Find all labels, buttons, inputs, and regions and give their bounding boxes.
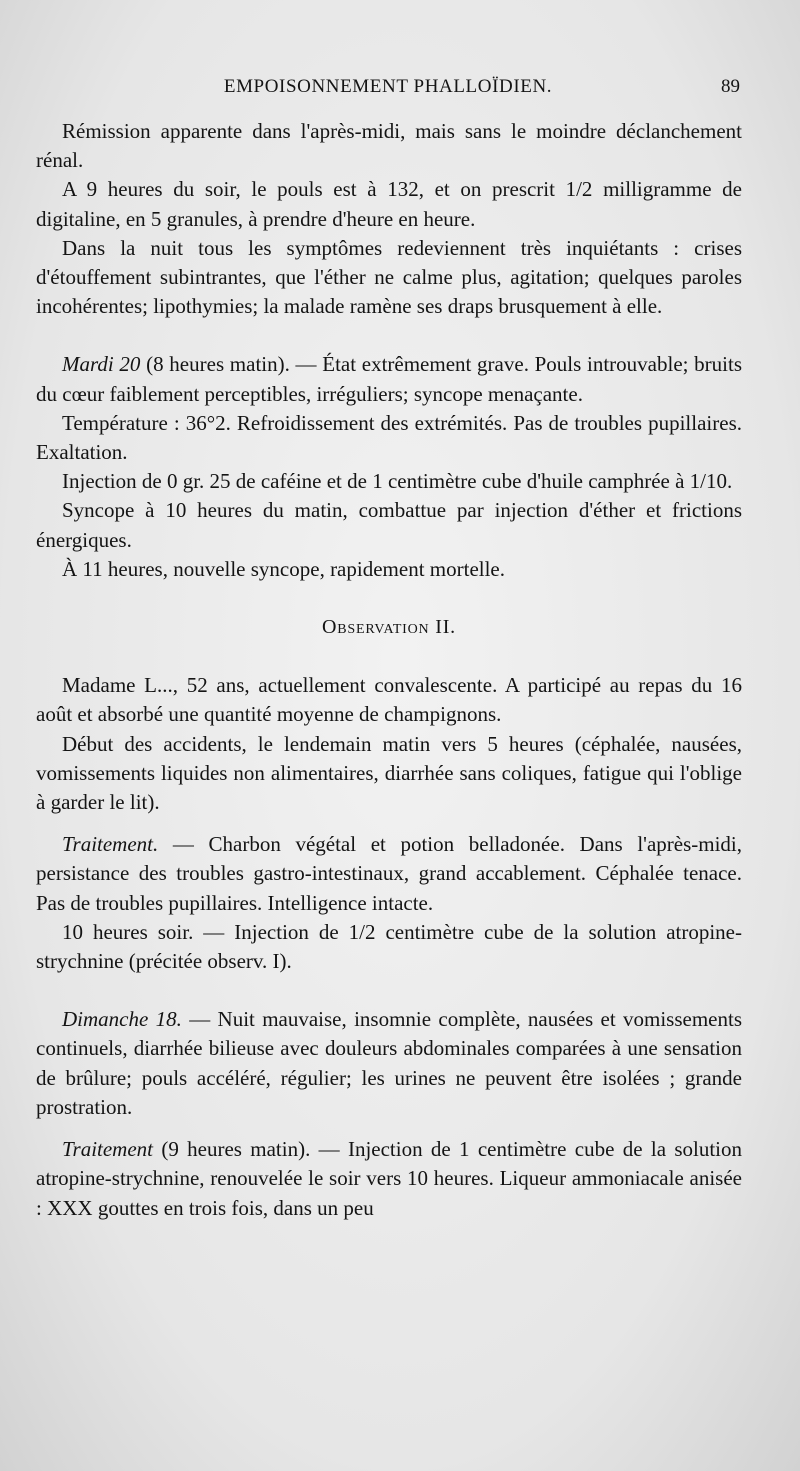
running-title: EMPOISONNEMENT PHALLOÏDIEN. [223, 76, 553, 97]
date-label: Dimanche 18. [62, 1007, 182, 1032]
paragraph: Syncope à 10 heures du matin, combattue par injection d'éther et frictions énergiques. [36, 498, 742, 552]
paragraph-text: (9 heures matin). — Injection de 1 centimètre cube de la solution atropine-strychnine, renouvelée le soir vers 10 heures. Liqueur ammoniacale anisée : XXX gouttes en trois fois, dans un peu [36, 1137, 742, 1220]
date-label: Mardi 20 [62, 352, 141, 377]
page-body [36, 117, 742, 1223]
paragraph: Température : 36°2. Refroidissement des extrémités. Pas de troubles pupillaires. Exaltation. [36, 410, 742, 465]
paragraph [36, 350, 742, 408]
paragraph-text: — Nuit mauvaise, insomnie complète, nausées et vomissements continuels, diarrhée bilieuse avec douleurs abdominales comparées à une sensation de brûlure; pouls accéléré, régulier; les urines ne peuvent être isolées ; grande prostration. [36, 1007, 743, 1119]
spacer [36, 321, 742, 350]
paragraph-text: (8 heures matin). — État extrêmement grave. Pouls introuvable; bruits du cœur faiblement perceptibles, irréguliers; syncope menaçante. [36, 352, 743, 406]
page-header [36, 76, 740, 104]
paragraph-text: — Charbon végétal et potion belladonée. Dans l'après-midi, persistance des troubles gastro-intestinaux, grand accablement. Céphalée tenace. Pas de troubles pupillaires. Intelligence intacte. [36, 832, 743, 915]
paragraph: 10 heures soir. — Injection de 1/2 centimètre cube de la solution atropine-strychnine (précitée observ. I). [36, 919, 742, 974]
paragraph: À 11 heures, nouvelle syncope, rapidement mortelle. [62, 556, 505, 581]
paragraph: Dans la nuit tous les symptômes redeviennent très inquiétants : crises d'étouffement subintrantes, que l'éther ne calme plus, agitation; quelques paroles incohérentes; lipothymies; la malade ramène ses draps brusquement à elle. [36, 235, 742, 319]
spacer [36, 817, 742, 830]
section-label: Traitement [62, 1137, 154, 1162]
paragraph [36, 830, 742, 918]
page-number: 89 [721, 76, 740, 97]
spacer [36, 584, 742, 613]
observation-heading: Observation II. [322, 616, 456, 639]
paragraph: Madame L..., 52 ans, actuellement convalescente. A participé au repas du 16 août et absorbé une quantité moyenne de champignons. [36, 673, 742, 727]
paragraph: A 9 heures du soir, le pouls est à 132, et on prescrit 1/2 milligramme de digitaline, en 5 granules, à prendre d'heure en heure. [36, 177, 742, 231]
paragraph: Rémission apparente dans l'après-midi, mais sans le moindre déclanchement rénal. [36, 119, 742, 173]
spacer [36, 642, 742, 671]
section-label: Traitement. [62, 832, 159, 857]
spacer [36, 976, 742, 1005]
paragraph: Début des accidents, le lendemain matin vers 5 heures (céphalée, nausées, vomissements liquides non alimentaires, diarrhée sans coliques, fatigue qui l'oblige à garder le lit). [36, 731, 742, 815]
paragraph: Injection de 0 gr. 25 de caféine et de 1 centimètre cube d'huile camphrée à 1/10. [62, 469, 733, 494]
paragraph [36, 1135, 742, 1223]
spacer [36, 1122, 742, 1135]
paragraph [36, 1005, 742, 1122]
